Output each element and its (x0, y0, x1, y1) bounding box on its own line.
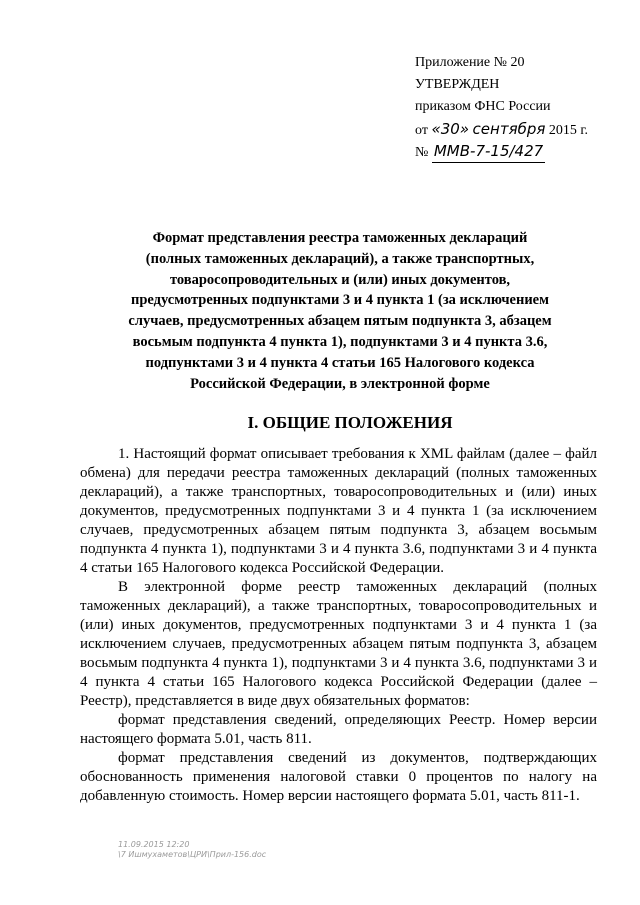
order-number (415, 140, 625, 162)
order-date (415, 118, 625, 140)
document-title (120, 228, 560, 394)
title-line: подпунктами 3 и 4 пункта 4 статьи 165 Налогового кодекса (145, 354, 535, 371)
file-stamp-path: \7 Ишмухаметов\ЦРИ\Прил-156.doc (118, 850, 267, 859)
file-stamp-date: 11.09.2015 12:20 (118, 840, 190, 849)
date-prefix: от (415, 123, 428, 138)
approval-block (415, 52, 625, 162)
paragraph: 1. Настоящий формат описывает требования к XML файлам (далее – файл обмена) для передачи реестра таможенных деклараций (полных таможенных деклараций), а также транспортных, товаросопроводительных и (или) иных документов, предусмотренных подпунктами 3 и 4 пункта 1 (за исключением случаев, предусмотренных абзацем пятым подпункта 3, абзацем восьмым подпункта 4 пункта 1), подпунктами 3 и 4 пункта 3.6, подпунктами 3 и 4 пункта 4 статьи 165 Налогового кодекса Российской Федерации. (80, 446, 597, 576)
title-line: (полных таможенных деклараций), а также транспортных, (145, 250, 535, 267)
paragraph: формат представления сведений из документов, подтверждающих обоснованность применения налоговой ставки 0 процентов по налогу на добавленную стоимость. Номер версии настоящего формата 5.01, часть 811-1. (80, 750, 597, 804)
order-reference: приказом ФНС России (415, 99, 551, 114)
title-line: восьмым подпункта 4 пункта 1), подпунктами 3 и 4 пункта 3.6, (132, 333, 548, 350)
handwritten-order-number: ММВ-7-15/427 (432, 140, 545, 163)
file-stamp (118, 840, 266, 860)
title-line: товаросопроводительных и (или) иных документов, (169, 271, 511, 288)
date-year: 2015 г. (548, 123, 589, 138)
handwritten-day: «30» (431, 120, 470, 138)
approved-label: УТВЕРЖДЕН (415, 77, 500, 92)
title-line: предусмотренных подпунктами 3 и 4 пункта 1 (за исключением (131, 292, 549, 309)
handwritten-month: сентября (472, 120, 546, 138)
title-line: Российской Федерации, в электронной форме (190, 375, 490, 392)
number-prefix: № (415, 145, 429, 160)
paragraph: формат представления сведений, определяющих Реестр. Номер версии настоящего формата 5.01, часть 811. (80, 712, 597, 747)
body-text (80, 445, 597, 806)
section-heading: I. ОБЩИЕ ПОЛОЖЕНИЯ (247, 413, 453, 432)
title-line: Формат представления реестра таможенных деклараций (152, 230, 528, 246)
title-line: случаев, предусмотренных абзацем пятым подпункта 3, абзацем (128, 313, 552, 330)
paragraph: В электронной форме реестр таможенных деклараций (полных таможенных деклараций), а также транспортных, товаросопроводительных и (или) иных документов, предусмотренных подпунктами 3 и 4 пункта 1 (за исключением случаев, предусмотренных абзацем пятым подпункта 3, абзацем восьмым подпункта 4 пункта 1), подпунктами 3 и 4 пункта 3.6, подпунктами 3 и 4 пункта 4 статьи 165 Налогового кодекса Российской Федерации (далее – Реестр), представляется в виде двух обязательных форматов: (80, 579, 597, 709)
appendix-number: Приложение № 20 (415, 55, 525, 70)
